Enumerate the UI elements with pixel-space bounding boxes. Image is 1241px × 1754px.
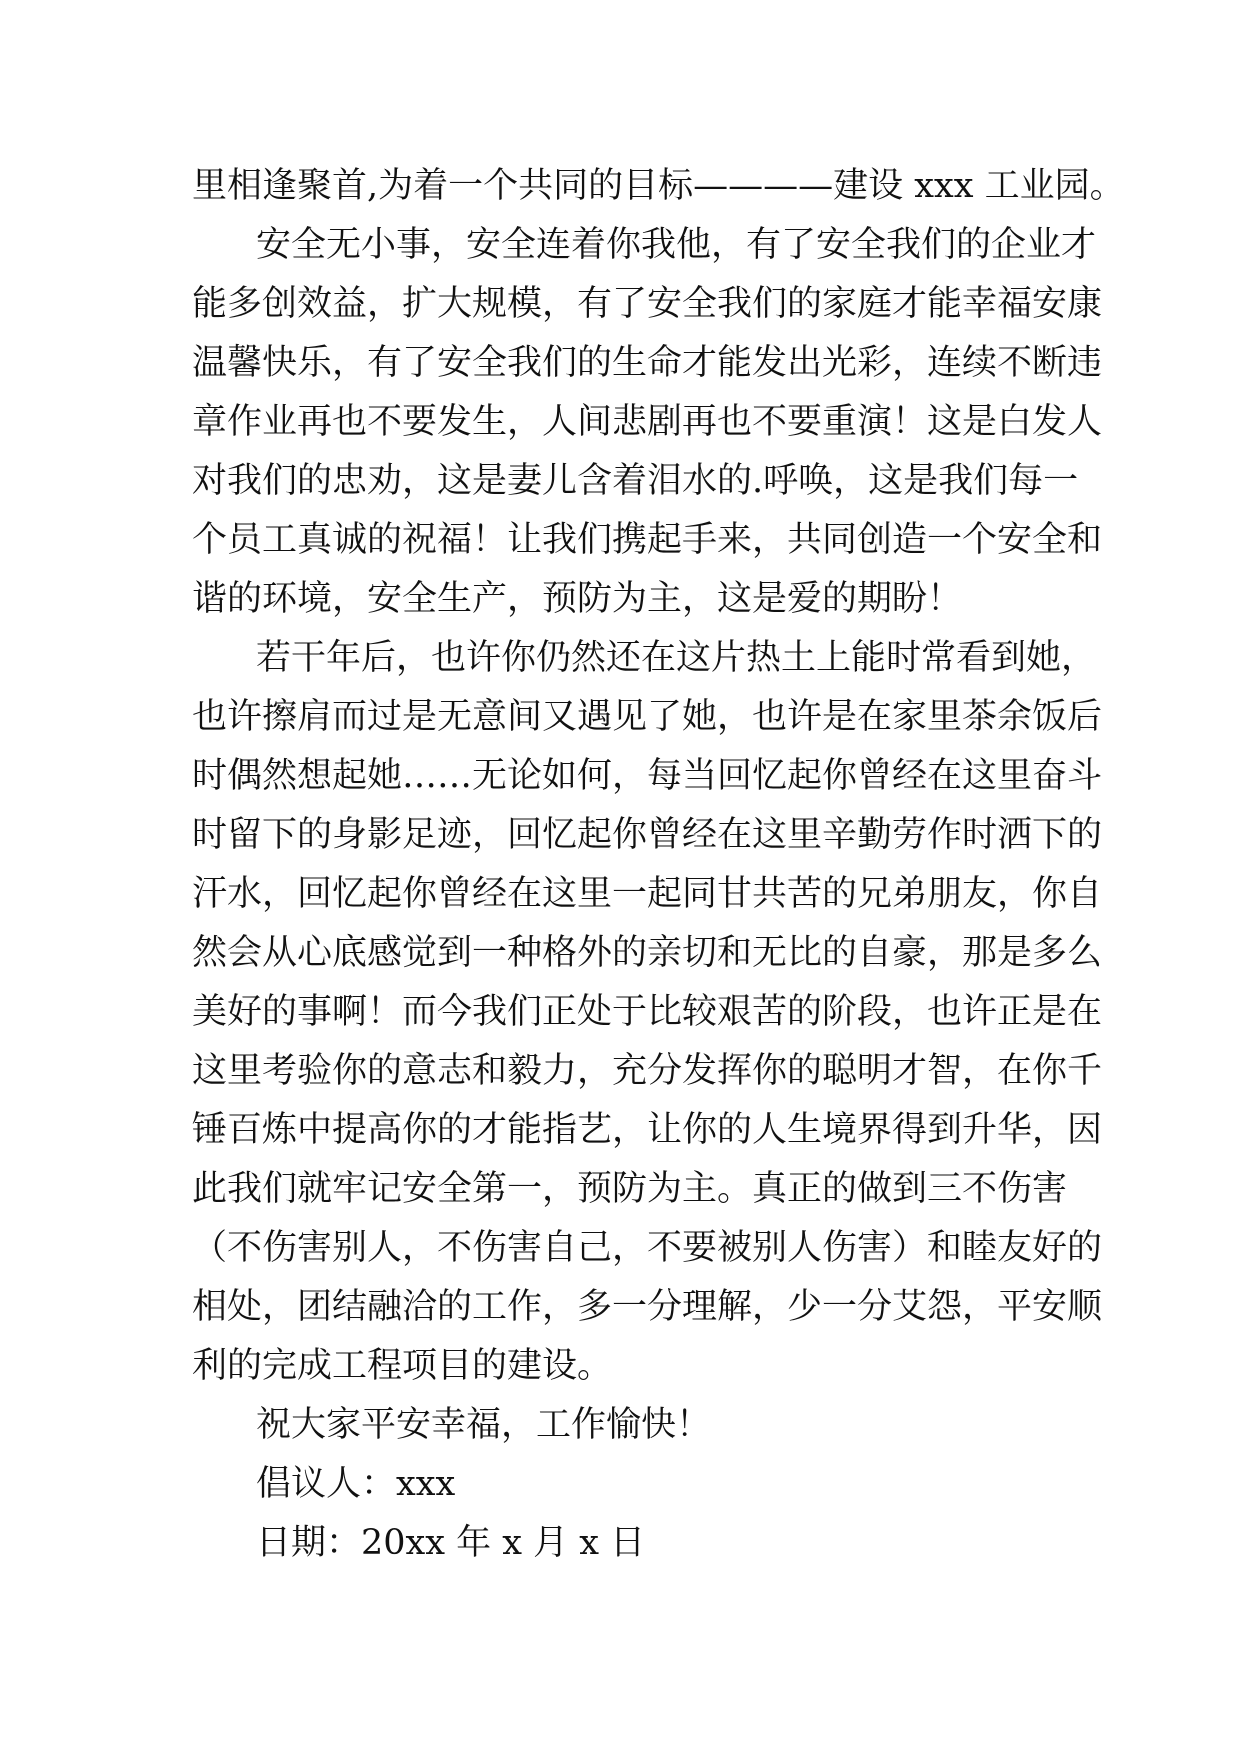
text-line: 时留下的身影足迹，回忆起你曾经在这里辛勤劳作时洒下的 xyxy=(192,815,1103,855)
text-line: 然会从心底感觉到一种格外的亲切和无比的自豪，那是多么 xyxy=(192,933,1103,973)
text-line: 里相逢聚首,为着一个共同的目标————建设 xxx 工业园。 xyxy=(192,166,1125,206)
text-line: 美好的事啊！而今我们正处于比较艰苦的阶段，也许正是在 xyxy=(192,992,1103,1032)
text-line: 谐的环境，安全生产，预防为主，这是爱的期盼！ xyxy=(192,579,963,619)
date-line: 日期：20xx 年 x 月 x 日 xyxy=(256,1523,646,1563)
text-line: 温馨快乐，有了安全我们的生命才能发出光彩，连续不断违 xyxy=(192,343,1103,383)
text-line: （不伤害别人，不伤害自己，不要被别人伤害）和睦友好的 xyxy=(192,1228,1103,1268)
text-line: 能多创效益，扩大规模，有了安全我们的家庭才能幸福安康 xyxy=(192,284,1103,324)
text-line: 这里考验你的意志和毅力，充分发挥你的聪明才智，在你千 xyxy=(192,1051,1103,1091)
text-line: 此我们就牢记安全第一，预防为主。真正的做到三不伤害 xyxy=(192,1169,1068,1209)
paragraph-start-line: 安全无小事，安全连着你我他，有了安全我们的企业才 xyxy=(256,225,1097,265)
text-line: 相处，团结融洽的工作，多一分理解，少一分艾怨，平安顺 xyxy=(192,1287,1103,1327)
text-line: 锤百炼中提高你的才能指艺，让你的人生境界得到升华，因 xyxy=(192,1110,1103,1150)
text-line: 时偶然想起她……无论如何，每当回忆起你曾经在这里奋斗 xyxy=(192,756,1103,796)
text-line: 利的完成工程项目的建设。 xyxy=(192,1346,613,1386)
text-line: 对我们的忠劝，这是妻儿含着泪水的.呼唤，这是我们每一 xyxy=(192,461,1079,501)
text-line: 章作业再也不要发生，人间悲剧再也不要重演！这是白发人 xyxy=(192,402,1103,442)
initiator-line: 倡议人：xxx xyxy=(256,1464,456,1504)
text-line: 个员工真诚的祝福！让我们携起手来，共同创造一个安全和 xyxy=(192,520,1103,560)
text-line: 也许擦肩而过是无意间又遇见了她，也许是在家里茶余饭后 xyxy=(192,697,1103,737)
closing-wish: 祝大家平安幸福，工作愉快！ xyxy=(256,1405,712,1445)
paragraph-start-line: 若干年后，也许你仍然还在这片热土上能时常看到她， xyxy=(256,638,1097,678)
document-body xyxy=(192,157,1125,1573)
text-line: 汗水，回忆起你曾经在这里一起同甘共苦的兄弟朋友，你自 xyxy=(192,874,1103,914)
